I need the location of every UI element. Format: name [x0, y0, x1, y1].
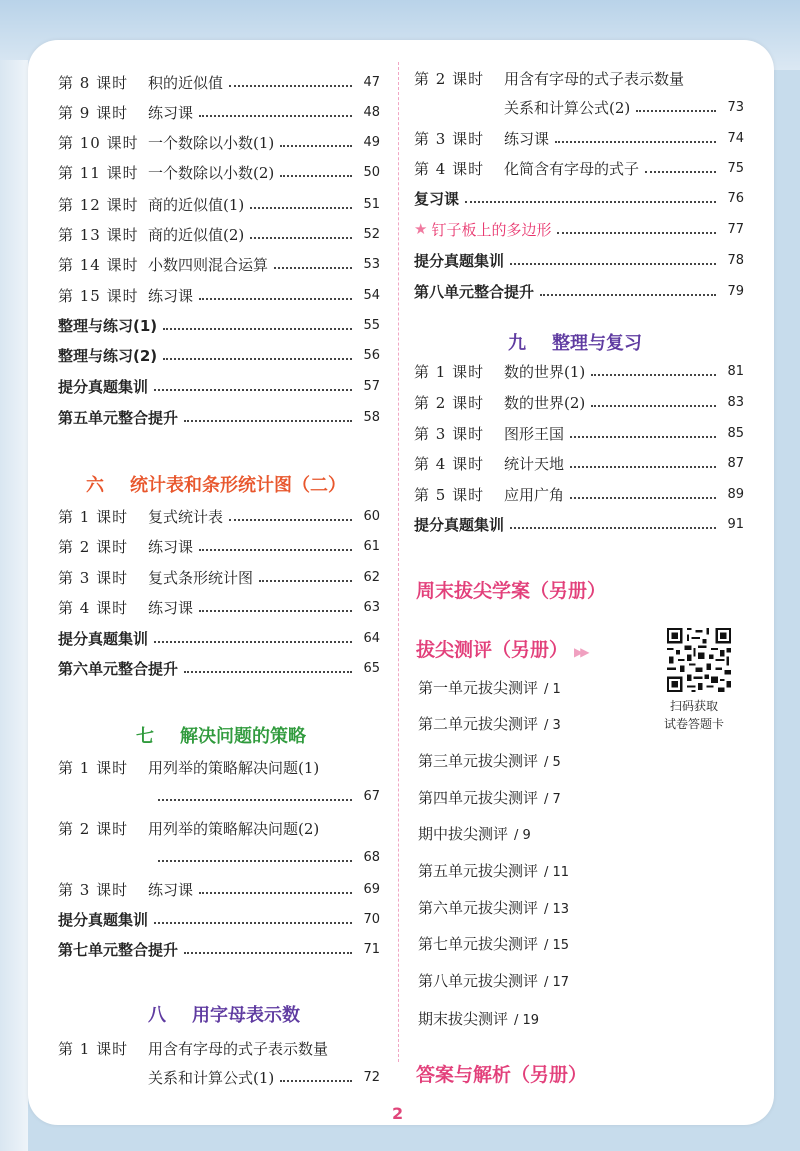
lesson-title: 一个数除以小数(2)	[148, 163, 275, 182]
page-number: 2	[392, 1104, 404, 1123]
leader-dots	[199, 298, 352, 300]
lesson-number: 第 10 课时	[58, 133, 139, 152]
page-ref: 85	[727, 425, 744, 441]
page-ref: 64	[363, 630, 380, 646]
test-page: / 9	[514, 828, 531, 843]
toc-entry[interactable]	[414, 421, 744, 445]
leader-dots	[199, 549, 352, 551]
lesson-title: 商的近似值(2)	[148, 225, 245, 244]
toc-entry[interactable]	[58, 877, 380, 901]
leader-dots	[510, 263, 716, 265]
section-title: 第六单元整合提升	[58, 659, 179, 678]
page-ref: 73	[727, 99, 744, 115]
test-name: 第三单元拔尖测评	[418, 752, 539, 770]
toc-entry-continuation	[504, 95, 744, 119]
test-page: / 11	[544, 865, 570, 880]
unit-title: 解决问题的策略	[180, 726, 306, 747]
toc-entry[interactable]	[414, 186, 744, 210]
lesson-number: 第 14 课时	[58, 255, 139, 274]
lesson-title: 商的近似值(1)	[148, 195, 245, 214]
page-ref: 78	[727, 252, 744, 268]
unit-number: 七	[136, 726, 154, 747]
leader-dots	[199, 610, 352, 612]
lesson-number: 第 4 课时	[58, 598, 129, 617]
leader-dots	[540, 294, 716, 296]
lesson-title: 数的世界(1)	[504, 362, 586, 381]
test-entry[interactable]	[418, 750, 561, 771]
page-ref: 52	[363, 226, 380, 242]
test-entry[interactable]	[418, 970, 569, 991]
qr-code-icon[interactable]	[667, 628, 731, 692]
toc-entry[interactable]	[58, 816, 380, 840]
lesson-title-cont: 关系和计算公式(2)	[504, 98, 631, 117]
toc-entry[interactable]	[58, 100, 380, 124]
leader-dots	[591, 405, 716, 407]
unit-title: 整理与复习	[552, 333, 642, 354]
lesson-title: 练习课	[504, 129, 550, 148]
answers-heading[interactable]: 答案与解析（另册）	[416, 1064, 588, 1086]
test-entry[interactable]	[418, 677, 561, 698]
leader-dots	[199, 892, 352, 894]
weekend-heading[interactable]: 周末拔尖学案（另册）	[416, 580, 607, 602]
lesson-number: 第 3 课时	[58, 880, 129, 899]
lesson-title: 用含有字母的式子表示数量	[148, 1039, 329, 1058]
column-divider	[398, 62, 399, 1062]
unit-title: 用字母表示数	[192, 1005, 300, 1026]
lesson-number: 第 9 课时	[58, 103, 129, 122]
unit-heading[interactable]	[86, 471, 346, 497]
page-ref: 68	[363, 849, 380, 865]
test-name: 第八单元拔尖测评	[418, 972, 539, 990]
toc-entry[interactable]	[58, 192, 380, 216]
page-ref: 83	[727, 394, 744, 410]
leader-dots	[250, 207, 352, 209]
section-title: 复习课	[414, 189, 460, 208]
toc-entry[interactable]	[414, 66, 744, 90]
leader-dots	[465, 201, 716, 203]
lesson-number: 第 13 课时	[58, 225, 139, 244]
test-heading[interactable]	[416, 635, 586, 662]
section-title: 提分真题集训	[414, 251, 505, 270]
qr-caption: 试卷答题卡	[664, 717, 725, 731]
toc-entry-continuation	[148, 784, 380, 808]
toc-entry[interactable]	[58, 70, 380, 94]
lesson-title: 化简含有字母的式子	[504, 159, 640, 178]
lesson-title: 复式统计表	[148, 507, 224, 526]
test-name: 第四单元拔尖测评	[418, 789, 539, 807]
page-ref: 87	[727, 455, 744, 471]
leader-dots	[570, 466, 716, 468]
toc-entry[interactable]	[414, 482, 744, 506]
test-page: / 13	[544, 902, 570, 917]
lesson-number: 第 2 课时	[58, 537, 129, 556]
lesson-title: 一个数除以小数(1)	[148, 133, 275, 152]
toc-entry[interactable]	[58, 1036, 380, 1060]
toc-entry[interactable]	[58, 907, 380, 931]
section-title: 第五单元整合提升	[58, 408, 179, 427]
lesson-title: 练习课	[148, 103, 194, 122]
test-page: / 5	[544, 755, 561, 770]
lesson-number: 第 4 课时	[414, 159, 485, 178]
test-entry[interactable]	[418, 933, 569, 954]
page-ref: 75	[727, 160, 744, 176]
lesson-number: 第 15 课时	[58, 286, 139, 305]
test-name: 期中拔尖测评	[418, 825, 509, 843]
lesson-number: 第 2 课时	[414, 69, 485, 88]
section-title: 提分真题集训	[414, 515, 505, 534]
page-ref: 67	[363, 788, 380, 804]
leader-dots	[274, 267, 352, 269]
leader-dots	[229, 85, 352, 87]
toc-entry[interactable]	[414, 512, 744, 536]
section-title: 提分真题集训	[58, 910, 149, 929]
lesson-number: 第 2 课时	[58, 819, 129, 838]
leader-dots	[570, 436, 716, 438]
unit-number: 八	[148, 1005, 166, 1026]
page-ref: 61	[363, 538, 380, 554]
page-ref: 72	[363, 1069, 380, 1085]
leader-dots	[154, 641, 352, 643]
unit-heading[interactable]	[148, 1001, 300, 1027]
lesson-number: 第 12 课时	[58, 195, 139, 214]
test-heading-label: 拔尖测评（另册）	[416, 639, 569, 661]
lesson-title: 用列举的策略解决问题(2)	[148, 819, 320, 838]
page-ref: 56	[363, 347, 380, 363]
lesson-title-cont: 关系和计算公式(1)	[148, 1068, 275, 1087]
test-name: 期末拔尖测评	[418, 1010, 509, 1028]
page-ref: 76	[727, 190, 744, 206]
toc-entry[interactable]	[58, 130, 380, 154]
toc-entry[interactable]	[58, 656, 380, 680]
qr-caption: 扫码获取	[670, 699, 719, 713]
leader-dots	[636, 110, 716, 112]
lesson-title: 数的世界(2)	[504, 393, 586, 412]
leader-dots	[591, 374, 716, 376]
page-ref: 49	[363, 134, 380, 150]
leader-dots	[163, 328, 352, 330]
lesson-title: 积的近似值	[148, 73, 224, 92]
toc-entry[interactable]	[414, 248, 744, 272]
test-entry[interactable]	[418, 823, 531, 844]
leader-dots	[280, 1080, 352, 1082]
leader-dots	[555, 141, 716, 143]
leader-dots	[645, 171, 716, 173]
lesson-title: 练习课	[148, 880, 194, 899]
toc-entry[interactable]	[414, 279, 744, 303]
lesson-title: 复式条形统计图	[148, 568, 254, 587]
lesson-title: 应用广角	[504, 485, 565, 504]
lesson-title: 练习课	[148, 286, 194, 305]
toc-entry[interactable]	[414, 451, 744, 475]
toc-entry[interactable]	[58, 937, 380, 961]
lesson-number: 第 3 课时	[414, 424, 485, 443]
section-title: 第八单元整合提升	[414, 282, 535, 301]
test-name: 第六单元拔尖测评	[418, 899, 539, 917]
page-ref: 69	[363, 881, 380, 897]
page-ref: 74	[727, 130, 744, 146]
leader-dots	[510, 527, 716, 529]
section-title: 第七单元整合提升	[58, 940, 179, 959]
toc-entry[interactable]	[58, 405, 380, 429]
test-name: 第二单元拔尖测评	[418, 715, 539, 733]
leader-dots	[280, 175, 352, 177]
test-entry[interactable]	[418, 713, 561, 734]
page-ref: 47	[363, 74, 380, 90]
star-icon: ★	[414, 220, 428, 238]
toc-entry-continuation	[148, 845, 380, 869]
test-entry[interactable]	[418, 860, 569, 881]
test-page: / 1	[544, 682, 561, 697]
page-ref: 81	[727, 363, 744, 379]
test-page: / 3	[544, 718, 561, 733]
lesson-number: 第 3 课时	[414, 129, 485, 148]
toc-entry[interactable]	[58, 222, 380, 246]
lesson-number: 第 1 课时	[58, 507, 129, 526]
toc-entry[interactable]	[58, 595, 380, 619]
unit-heading[interactable]	[508, 329, 642, 355]
page-ref: 79	[727, 283, 744, 299]
page-ref: 53	[363, 256, 380, 272]
leader-dots	[184, 952, 352, 954]
leader-dots	[229, 519, 352, 521]
lesson-title: 练习课	[148, 537, 194, 556]
unit-heading[interactable]	[136, 722, 306, 748]
toc-entry[interactable]	[58, 160, 380, 184]
test-page: / 19	[514, 1013, 540, 1028]
page-ref: 60	[363, 508, 380, 524]
lesson-title: 用列举的策略解决问题(1)	[148, 758, 320, 777]
test-page: / 7	[544, 792, 561, 807]
leader-dots	[158, 860, 352, 862]
toc-entry[interactable]	[414, 126, 744, 150]
leader-dots	[158, 799, 352, 801]
leader-dots	[184, 420, 352, 422]
page-ref: 57	[363, 378, 380, 394]
toc-entry[interactable]	[58, 343, 380, 367]
section-title: 整理与练习(2)	[58, 346, 158, 365]
lesson-title: 图形王国	[504, 424, 565, 443]
page-ref: 65	[363, 660, 380, 676]
leader-dots	[557, 232, 716, 234]
lesson-number: 第 3 课时	[58, 568, 129, 587]
toc-entry[interactable]	[58, 534, 380, 558]
test-page: / 15	[544, 938, 570, 953]
section-title: 钉子板上的多边形	[431, 220, 552, 239]
unit-title: 统计表和条形统计图（二）	[130, 475, 346, 496]
leader-dots	[199, 115, 352, 117]
page-ref: 48	[363, 104, 380, 120]
lesson-number: 第 4 课时	[414, 454, 485, 473]
lesson-number: 第 5 课时	[414, 485, 485, 504]
toc-entry[interactable]	[58, 626, 380, 650]
section-title: 提分真题集训	[58, 377, 149, 396]
section-title: 整理与练习(1)	[58, 316, 158, 335]
lesson-title: 用含有字母的式子表示数量	[504, 69, 685, 88]
lesson-title: 练习课	[148, 598, 194, 617]
page-ref: 71	[363, 941, 380, 957]
toc-entry[interactable]	[58, 283, 380, 307]
test-name: 第一单元拔尖测评	[418, 679, 539, 697]
toc-entry[interactable]	[58, 313, 380, 337]
page-ref: 77	[727, 221, 744, 237]
leader-dots	[163, 358, 352, 360]
page-ref: 54	[363, 287, 380, 303]
lesson-title: 统计天地	[504, 454, 565, 473]
test-entry[interactable]	[418, 1008, 539, 1029]
lesson-number: 第 8 课时	[58, 73, 129, 92]
toc-entry[interactable]	[58, 504, 380, 528]
page-ref: 89	[727, 486, 744, 502]
toc-entry-continuation	[148, 1065, 380, 1089]
page-edge	[0, 60, 28, 1151]
test-entry[interactable]	[418, 787, 561, 808]
leader-dots	[184, 671, 352, 673]
toc-entry[interactable]	[58, 755, 380, 779]
toc-entry[interactable]	[414, 359, 744, 383]
leader-dots	[154, 389, 352, 391]
leader-dots	[280, 145, 352, 147]
unit-number: 六	[86, 475, 104, 496]
page-ref: 51	[363, 196, 380, 212]
leader-dots	[154, 922, 352, 924]
toc-entry[interactable]	[58, 374, 380, 398]
lesson-title: 小数四则混合运算	[148, 255, 269, 274]
toc-entry[interactable]	[414, 156, 744, 180]
test-name: 第五单元拔尖测评	[418, 862, 539, 880]
toc-entry[interactable]	[414, 390, 744, 414]
page-ref: 50	[363, 164, 380, 180]
test-page: / 17	[544, 975, 570, 990]
leader-dots	[570, 497, 716, 499]
section-title: 提分真题集训	[58, 629, 149, 648]
lesson-number: 第 2 课时	[414, 393, 485, 412]
unit-number: 九	[508, 333, 526, 354]
arrow-icon: ▶▶	[574, 645, 587, 659]
page-ref: 63	[363, 599, 380, 615]
page-ref: 70	[363, 911, 380, 927]
lesson-number: 第 1 课时	[58, 1039, 129, 1058]
page-ref: 62	[363, 569, 380, 585]
lesson-number: 第 1 课时	[414, 362, 485, 381]
toc-entry[interactable]	[58, 565, 380, 589]
leader-dots	[250, 237, 352, 239]
page-ref: 91	[727, 516, 744, 532]
toc-entry[interactable]	[58, 252, 380, 276]
lesson-number: 第 1 课时	[58, 758, 129, 777]
leader-dots	[259, 580, 352, 582]
test-name: 第七单元拔尖测评	[418, 935, 539, 953]
page-ref: 55	[363, 317, 380, 333]
page-ref: 58	[363, 409, 380, 425]
toc-entry[interactable]	[414, 217, 744, 241]
lesson-number: 第 11 课时	[58, 163, 139, 182]
test-entry[interactable]	[418, 897, 569, 918]
